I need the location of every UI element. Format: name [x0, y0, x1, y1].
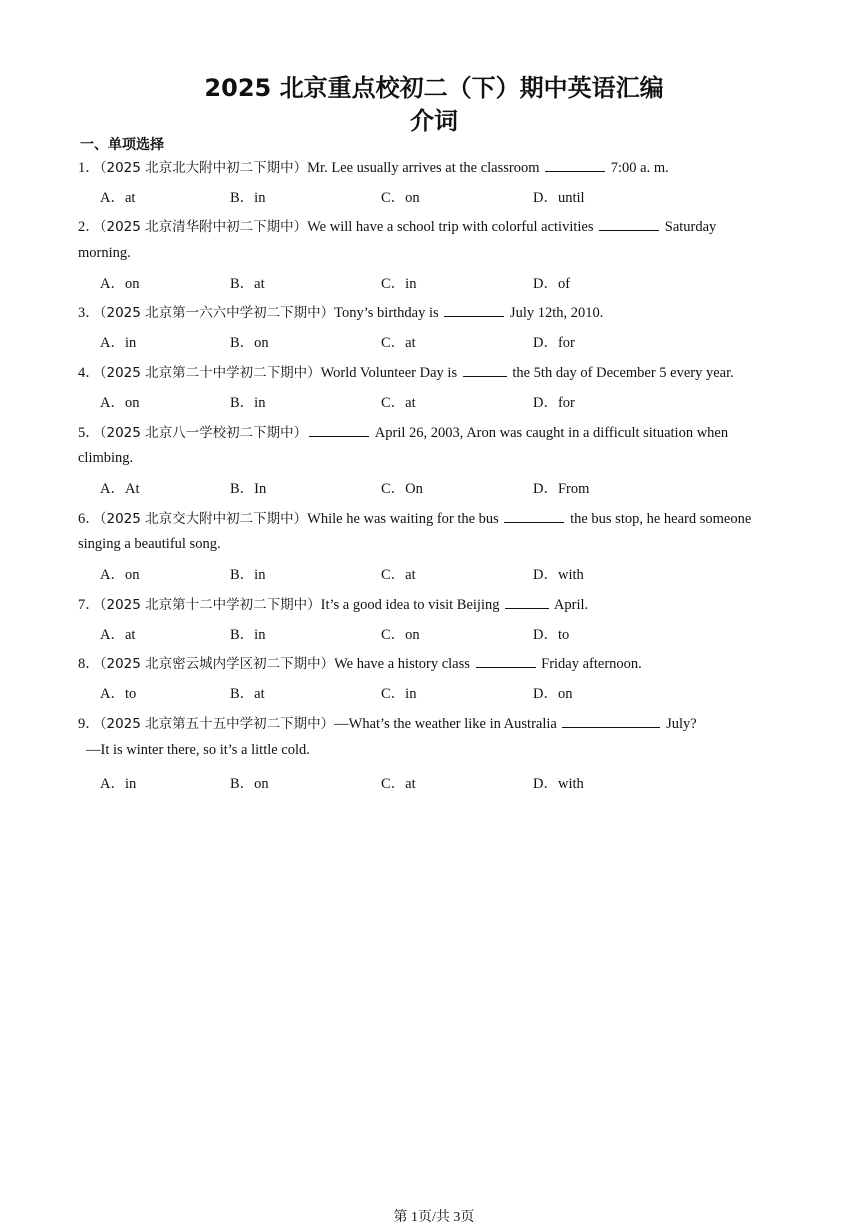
question-number: 7． — [78, 597, 100, 613]
question-source: （2025 北京八一学校初二下期中） — [99, 425, 308, 441]
page-footer: 第 1页/共 3页 — [393, 1210, 475, 1225]
option-a[interactable]: A．in — [100, 776, 137, 792]
option-b[interactable]: B．in — [230, 627, 266, 643]
question-6 — [78, 507, 751, 528]
answer-blank — [309, 424, 369, 437]
question-number: 4． — [78, 365, 100, 381]
question-5 — [78, 421, 728, 442]
option-c[interactable]: C．at — [381, 776, 416, 792]
option-a[interactable]: A．on — [100, 567, 140, 583]
question-number: 2． — [78, 219, 100, 235]
question-text-after-blank: July 12th, 2010. — [506, 305, 604, 321]
question-source: （2025 北京交大附中初二下期中） — [99, 511, 308, 527]
option-a[interactable]: A．in — [100, 335, 137, 351]
option-b[interactable]: B．in — [230, 567, 266, 583]
document-title: 2025 北京重点校初二（下）期中英语汇编 — [204, 74, 664, 102]
question-text-after-blank: July? — [662, 716, 697, 732]
question-text: We will have a school trip with colorful activities — [307, 219, 598, 235]
answer-options — [100, 563, 800, 583]
option-a[interactable]: A．on — [100, 276, 140, 292]
option-d[interactable]: D．with — [533, 567, 584, 583]
option-d[interactable]: D．until — [533, 190, 585, 206]
question-text-after-blank: the bus stop, he heard someone — [566, 511, 752, 527]
option-a[interactable]: A．At — [100, 481, 140, 497]
answer-blank — [476, 655, 536, 668]
question-number: 8． — [78, 656, 100, 672]
question-continuation: morning. — [78, 245, 131, 261]
question-source: （2025 北京第二十中学初二下期中） — [99, 365, 321, 381]
question-continuation: climbing. — [78, 450, 134, 466]
question-text-after-blank: Saturday — [661, 219, 717, 235]
document-subtitle: 介词 — [410, 107, 458, 135]
answer-options — [100, 772, 800, 792]
question-text: —What’s the weather like in Australia — [334, 716, 561, 732]
answer-options — [100, 682, 800, 702]
question-number: 1． — [78, 160, 100, 176]
option-c[interactable]: C．in — [381, 276, 417, 292]
option-b[interactable]: B．at — [230, 276, 265, 292]
question-text: It’s a good idea to visit Beijing — [320, 597, 504, 613]
question-text-after-blank: the 5th day of December 5 every year. — [508, 365, 734, 381]
option-a[interactable]: A．at — [100, 190, 136, 206]
option-d[interactable]: D．From — [533, 481, 590, 497]
option-c[interactable]: C．in — [381, 686, 417, 702]
question-text-after-blank: April. — [551, 597, 589, 613]
answer-blank — [504, 510, 564, 523]
option-d[interactable]: D．to — [533, 627, 570, 643]
option-d[interactable]: D．for — [533, 335, 575, 351]
option-c[interactable]: C．on — [381, 627, 420, 643]
question-1 — [78, 156, 669, 177]
option-d[interactable]: D．on — [533, 686, 573, 702]
question-3 — [78, 301, 603, 322]
option-c[interactable]: C．at — [381, 335, 416, 351]
question-4 — [78, 361, 734, 382]
question-text-after-blank: April 26, 2003, Aron was caught in a difficult situation when — [371, 425, 729, 441]
question-source: （2025 北京第五十五中学初二下期中） — [99, 716, 335, 732]
question-text-after-blank: Friday afternoon. — [537, 656, 642, 672]
option-c[interactable]: C．at — [381, 567, 416, 583]
question-text: While he was waiting for the bus — [307, 511, 503, 527]
question-text: Tony’s birthday is — [334, 305, 443, 321]
question-text: World Volunteer Day is — [320, 365, 461, 381]
question-number: 3． — [78, 305, 100, 321]
answer-blank — [505, 596, 549, 609]
option-c[interactable]: C．on — [381, 190, 420, 206]
question-7 — [78, 593, 588, 614]
option-d[interactable]: D．of — [533, 276, 571, 292]
answer-options — [100, 186, 800, 206]
option-a[interactable]: A．on — [100, 395, 140, 411]
answer-blank — [545, 159, 605, 172]
question-8 — [78, 652, 642, 673]
option-a[interactable]: A．to — [100, 686, 137, 702]
option-b[interactable]: B．at — [230, 686, 265, 702]
question-text: We have a history class — [334, 656, 474, 672]
question-text: Mr. Lee usually arrives at the classroom — [307, 160, 544, 176]
question-9 — [78, 712, 697, 733]
option-b[interactable]: B．on — [230, 776, 269, 792]
answer-options — [100, 331, 800, 351]
question-source: （2025 北京第十二中学初二下期中） — [99, 597, 321, 613]
question-source: （2025 北京北大附中初二下期中） — [99, 160, 308, 176]
answer-blank — [444, 304, 504, 317]
option-c[interactable]: C．at — [381, 395, 416, 411]
answer-options — [100, 477, 800, 497]
question-number: 9． — [78, 716, 100, 732]
question-source: （2025 北京密云城内学区初二下期中） — [99, 656, 335, 672]
question-text-after-blank: 7:00 a. m. — [607, 160, 669, 176]
question-continuation: —It is winter there, so it’s a little cold. — [86, 742, 310, 758]
option-b[interactable]: B．on — [230, 335, 269, 351]
question-number: 5． — [78, 425, 100, 441]
section-heading: 一、单项选择 — [80, 137, 164, 153]
answer-options — [100, 272, 800, 292]
question-source: （2025 北京第一六六中学初二下期中） — [99, 305, 335, 321]
question-continuation: singing a beautiful song. — [78, 536, 221, 552]
option-b[interactable]: B．in — [230, 190, 266, 206]
option-d[interactable]: D．with — [533, 776, 584, 792]
option-a[interactable]: A．at — [100, 627, 136, 643]
question-source: （2025 北京清华附中初二下期中） — [99, 219, 308, 235]
option-b[interactable]: B．In — [230, 481, 267, 497]
question-number: 6． — [78, 511, 100, 527]
option-d[interactable]: D．for — [533, 395, 575, 411]
answer-blank — [463, 364, 507, 377]
answer-options — [100, 391, 800, 411]
answer-blank — [562, 715, 660, 728]
question-2 — [78, 215, 716, 236]
option-b[interactable]: B．in — [230, 395, 266, 411]
answer-options — [100, 623, 800, 643]
option-c[interactable]: C．On — [381, 481, 423, 497]
answer-blank — [599, 218, 659, 231]
